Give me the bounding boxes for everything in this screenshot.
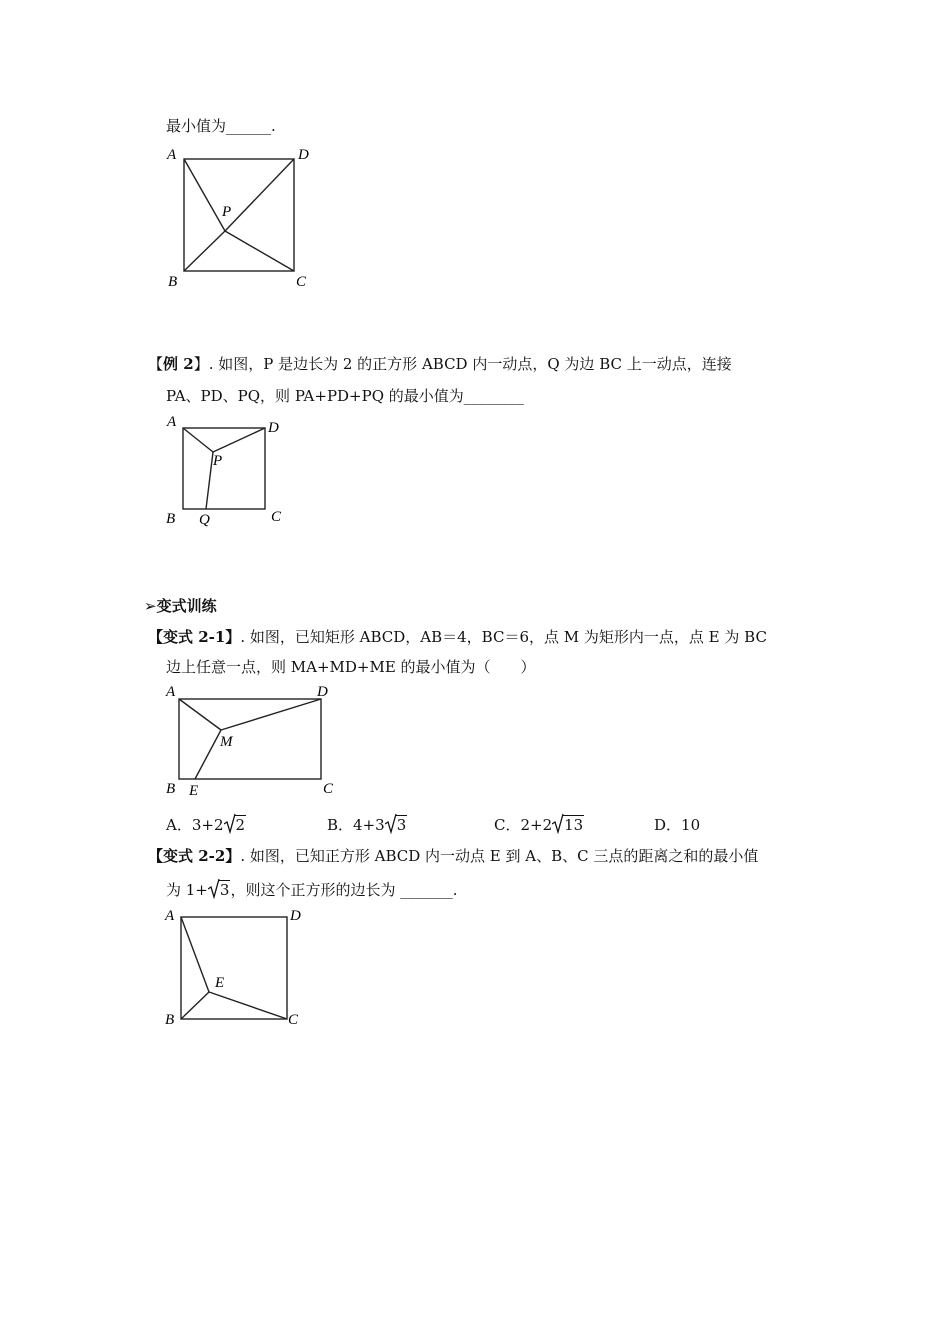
segment-me [195, 730, 221, 779]
segment-pq [206, 452, 213, 509]
option-c[interactable]: C．2+2 13 [494, 816, 584, 834]
segment-ec [209, 992, 287, 1019]
label-c: C [288, 1012, 299, 1028]
option-b[interactable]: B．4+3 3 [327, 816, 407, 834]
variant-2-2-line2: 为 1+ 3，则这个正方形的边长为 _______. [166, 881, 458, 899]
segment-pa [184, 159, 225, 231]
label-e: E [189, 783, 199, 799]
rectangle-abcd [179, 699, 321, 779]
sqrt-symbol: 13 [552, 815, 584, 835]
variant-2-2-line1: 【变式 2-2】. 如图，已知正方形 ABCD 内一动点 E 到 A、B、C 三点的距离之和的最小值 [148, 847, 759, 865]
segment-pa [183, 428, 213, 452]
example-2-line1: 【例 2】. 如图，P 是边长为 2 的正方形 ABCD 内一动点，Q 为边 BC 上一动点，连接 [148, 355, 732, 373]
segment-eb [181, 992, 209, 1019]
label-a: A [167, 147, 177, 163]
segment-pd [225, 159, 294, 231]
label-d: D [317, 684, 328, 700]
label-d: D [290, 908, 301, 924]
label-p: P [213, 453, 223, 469]
figure-square-e [160, 900, 310, 1035]
label-a: A [166, 684, 176, 700]
example-2-line2: PA、PD、PQ，则 PA+PD+PQ 的最小值为________ [166, 387, 524, 405]
figure-square-p [160, 140, 320, 295]
option-d[interactable]: D．10 [654, 816, 701, 834]
label-b: B [166, 511, 176, 527]
segment-ma [179, 699, 221, 730]
label-c: C [323, 781, 334, 797]
segment-pc [225, 231, 294, 271]
label-a: A [165, 908, 175, 924]
label-p: P [222, 204, 232, 220]
segment-pb [184, 231, 225, 271]
variant-2-1-line1: 【变式 2-1】. 如图，已知矩形 ABCD，AB＝4，BC＝6，点 M 为矩形内一点，点 E 为 BC [148, 628, 767, 646]
label-a: A [167, 414, 177, 430]
square-abcd [183, 428, 265, 509]
segment-ea [181, 917, 209, 992]
label-d: D [268, 420, 279, 436]
label-b: B [165, 1012, 175, 1028]
variant-2-1-line2: 边上任意一点，则 MA+MD+ME 的最小值为（ ） [166, 658, 536, 676]
top-line: 最小值为______. [166, 117, 276, 135]
arrow-icon: ➢ [144, 597, 157, 615]
label-c: C [296, 274, 307, 290]
segment-md [221, 699, 321, 730]
label-c: C [271, 509, 282, 525]
label-d: D [298, 147, 309, 163]
sqrt-symbol: 3 [385, 815, 408, 835]
sqrt-symbol: 3 [208, 880, 231, 900]
label-q: Q [199, 512, 210, 528]
option-a[interactable]: A．3+2 2 [166, 816, 246, 834]
section-heading: ➢变式训练 [144, 597, 217, 615]
label-b: B [166, 781, 176, 797]
label-b: B [168, 274, 178, 290]
figure-square-pq [160, 410, 300, 530]
figure-rectangle-m [160, 680, 350, 800]
label-e: E [215, 975, 225, 991]
label-m: M [220, 734, 233, 750]
segment-pd [213, 428, 265, 452]
sqrt-symbol: 2 [224, 815, 247, 835]
